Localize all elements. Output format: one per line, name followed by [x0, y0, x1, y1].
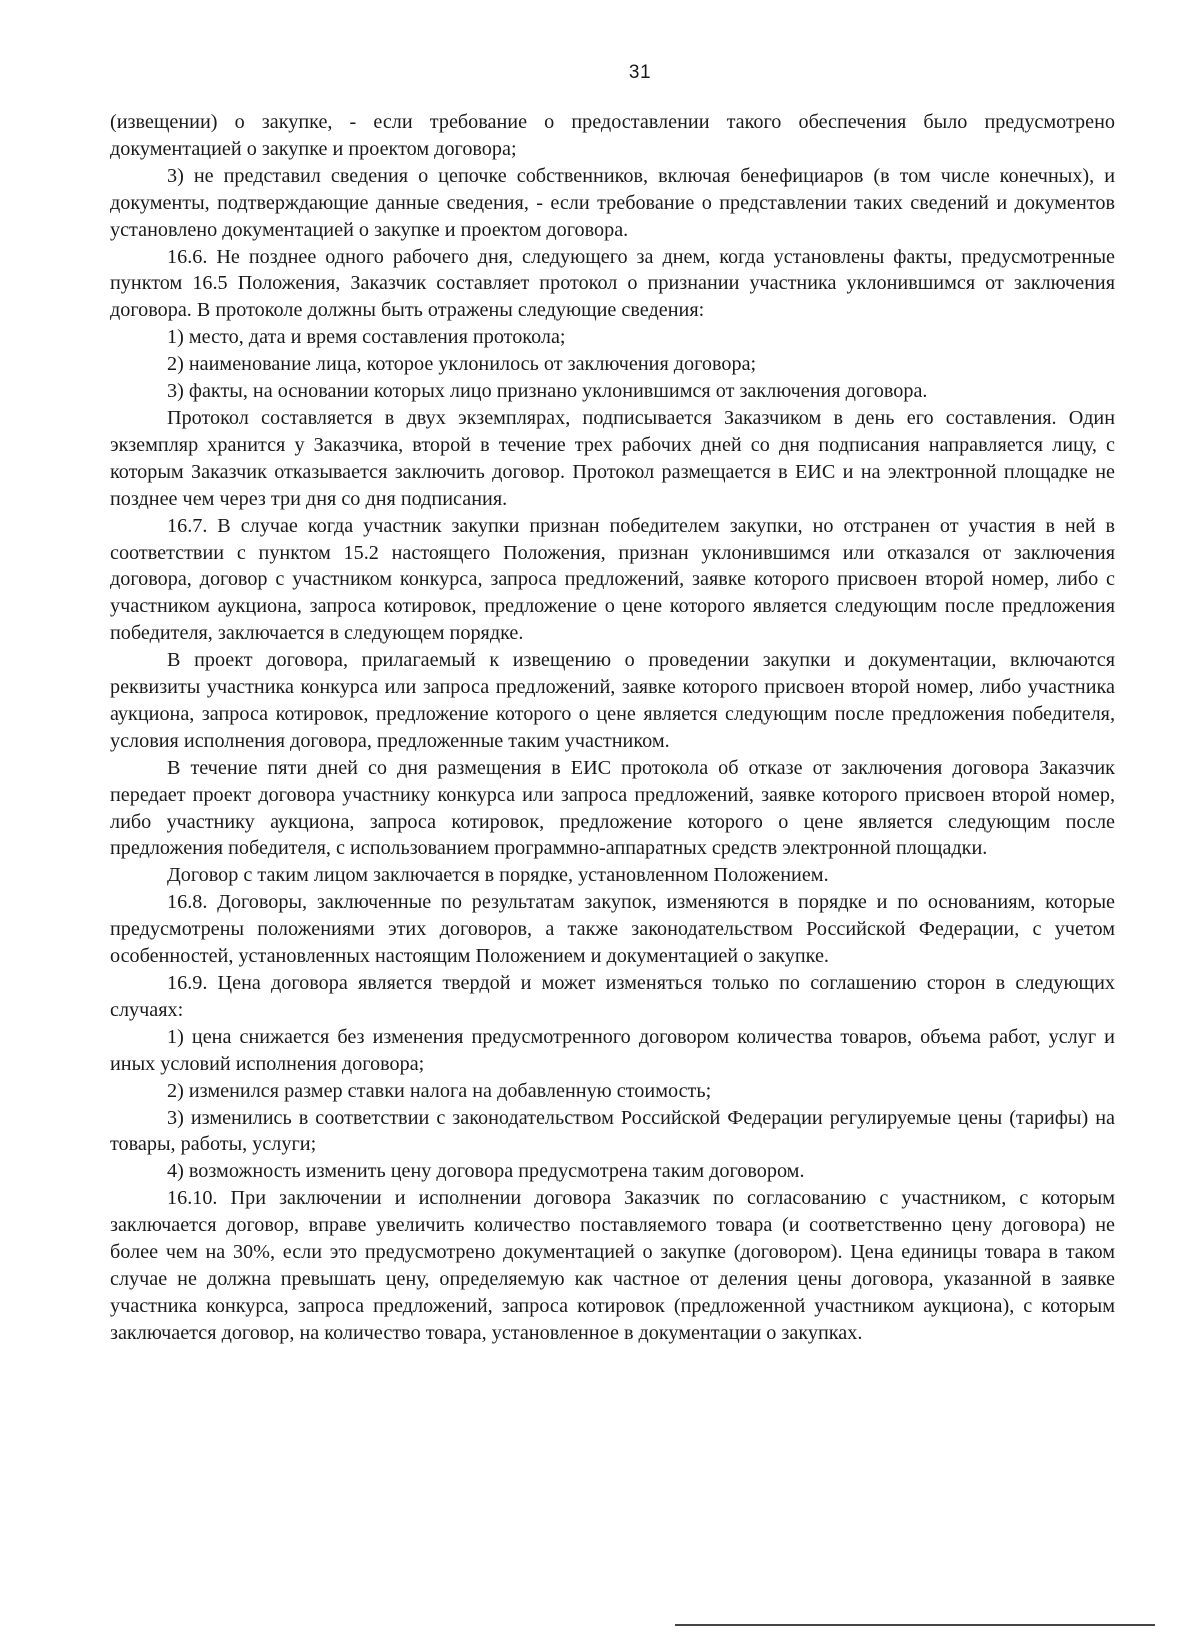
list-item: 1) место, дата и время составления протокола;	[167, 326, 566, 349]
paragraph: В течение пяти дней со дня размещения в ЕИС протокола об отказе от заключения договора Заказчик передает проект договора участнику конкурса или запроса предложений, заявке которого присвоен второй номер, либо участнику аукциона, запроса котировок, предложение которого о цене является следующим после предложения победителя, с использованием программно-аппаратных средств электронной площадки.	[110, 756, 1115, 860]
page-number: 31	[628, 62, 652, 83]
footer-rule	[675, 1624, 1155, 1626]
paragraph: 16.9. Цена договора является твердой и может изменяться только по соглашению сторон в следующих случаях:	[110, 972, 1115, 1021]
list-item: 2) наименование лица, которое уклонилось от заключения договора;	[167, 353, 757, 376]
paragraph: 16.6. Не позднее одного рабочего дня, следующего за днем, когда установлены факты, предусмотренные пунктом 16.5 Положения, Заказчик составляет протокол о признании участника уклонившимся от заключения договора. В протоколе должны быть отражены следующие сведения:	[110, 245, 1115, 322]
list-item: 3) факты, на основании которых лицо признано уклонившимся от заключения договора.	[167, 380, 928, 403]
paragraph: 16.7. В случае когда участник закупки признан победителем закупки, но отстранен от участия в ней в соответствии с пунктом 15.2 настоящего Положения, признан уклонившимся или отказался от заключения договора, договор с участником конкурса, запроса предложений, заявке которого присвоен второй номер, либо с участником аукциона, запроса котировок, предложение о цене которого является следующим после предложения победителя, заключается в следующем порядке.	[110, 514, 1115, 645]
paragraph: Договор с таким лицом заключается в порядке, установленном Положением.	[167, 864, 829, 887]
paragraph: Протокол составляется в двух экземплярах, подписывается Заказчиком в день его составления. Один экземпляр хранится у Заказчика, второй в течение трех рабочих дней со дня подписания направляется лицу, с которым Заказчик отказывается заключить договор. Протокол размещается в ЕИС и на электронной площадке не позднее чем через три дня со дня подписания.	[110, 406, 1115, 510]
list-item: 1) цена снижается без изменения предусмотренного договором количества товаров, объема работ, услуг и иных условий исполнения договора;	[110, 1025, 1115, 1075]
paragraph: 3) не представил сведения о цепочке собственников, включая бенефициаров (в том числе конечных), и документы, подтверждающие данные сведения, - если требование о представлении таких сведений и документов установлено документацией о закупке и проектом договора.	[110, 164, 1115, 241]
paragraph: В проект договора, прилагаемый к извещению о проведении закупки и документации, включаются реквизиты участника конкурса или запроса предложений, заявке которого присвоен второй номер, либо участника аукциона, запроса котировок, предложение которого о цене является следующим после предложения победителя, условия исполнения договора, предложенные таким участником.	[110, 649, 1115, 752]
paragraph: (извещении) о закупке, - если требование о предоставлении такого обеспечения было предусмотрено документацией о закупке и проектом договора;	[110, 111, 1115, 160]
paragraph: 16.8. Договоры, заключенные по результатам закупок, изменяются в порядке и по основаниям, которые предусмотрены положениями этих договоров, а также законодательством Российской Федерации, с учетом особенностей, установленных настоящим Положением и документацией о закупке.	[110, 891, 1115, 968]
list-item: 2) изменился размер ставки налога на добавленную стоимость;	[167, 1079, 712, 1102]
document-body	[110, 109, 1115, 1347]
list-item: 4) возможность изменить цену договора предусмотрена таким договором.	[167, 1160, 805, 1183]
paragraph: 16.10. При заключении и исполнении договора Заказчик по согласованию с участником, с которым заключается договор, вправе увеличить количество поставляемого товара (и соответственно цену договора) не более чем на 30%, если это предусмотрено документацией о закупке (договором). Цена единицы товара в таком случае не должна превышать цену, определяемую как частное от деления цены договора, указанной в заявке участника конкурса, запроса предложений, запроса котировок (предложенной участником аукциона), с которым заключается договор, на количество товара, установленное в документации о закупках.	[110, 1187, 1115, 1344]
list-item: 3) изменились в соответствии с законодательством Российской Федерации регулируемые цены (тарифы) на товары, работы, услуги;	[110, 1106, 1115, 1156]
